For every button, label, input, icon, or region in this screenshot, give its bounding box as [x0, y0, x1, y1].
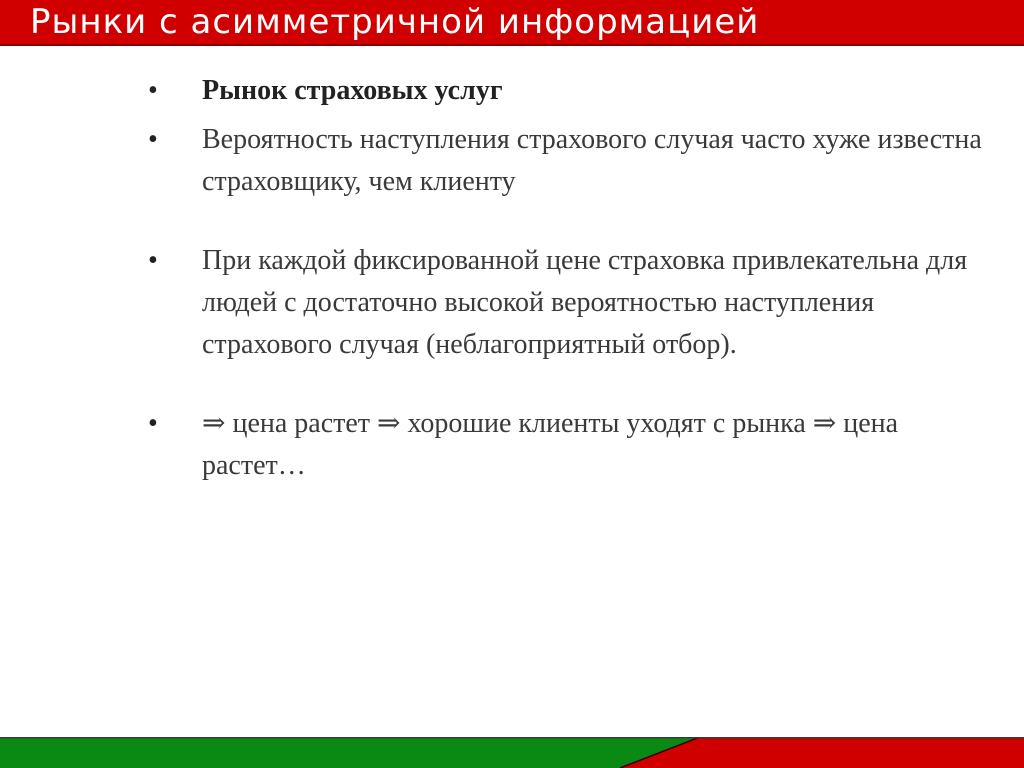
bullet-item — [148, 240, 998, 366]
bullet-text: Вероятность наступления страхового случая часто хуже известна страховщику, чем клиенту — [202, 124, 982, 197]
bullet-dot-icon: • — [148, 75, 158, 106]
bullet-dot-icon: • — [148, 124, 158, 155]
bullet-item — [148, 403, 998, 487]
bottom-decor-band — [0, 737, 1024, 768]
slide-title: Рынки с асимметричной информацией — [30, 2, 760, 42]
bullet-dot-icon: • — [148, 245, 158, 276]
bullet-text: Рынок страховых услуг — [202, 75, 503, 106]
bullet-list — [148, 70, 998, 487]
bullet-item — [148, 70, 998, 112]
bullet-text: При каждой фиксированной цене страховка привлекательна для людей с достаточно высокой вероятностью наступления страхового случая (неблагоприятный отбор). — [202, 245, 968, 360]
bullet-text: ⇒ цена растет ⇒ хорошие клиенты уходят с рынка ⇒ цена растет… — [202, 408, 899, 481]
bullet-item — [148, 119, 998, 203]
bottom-decor-graphic — [0, 737, 1024, 768]
bullet-dot-icon: • — [148, 408, 158, 439]
title-bar — [0, 0, 1024, 46]
bottom-green-area — [0, 737, 700, 768]
